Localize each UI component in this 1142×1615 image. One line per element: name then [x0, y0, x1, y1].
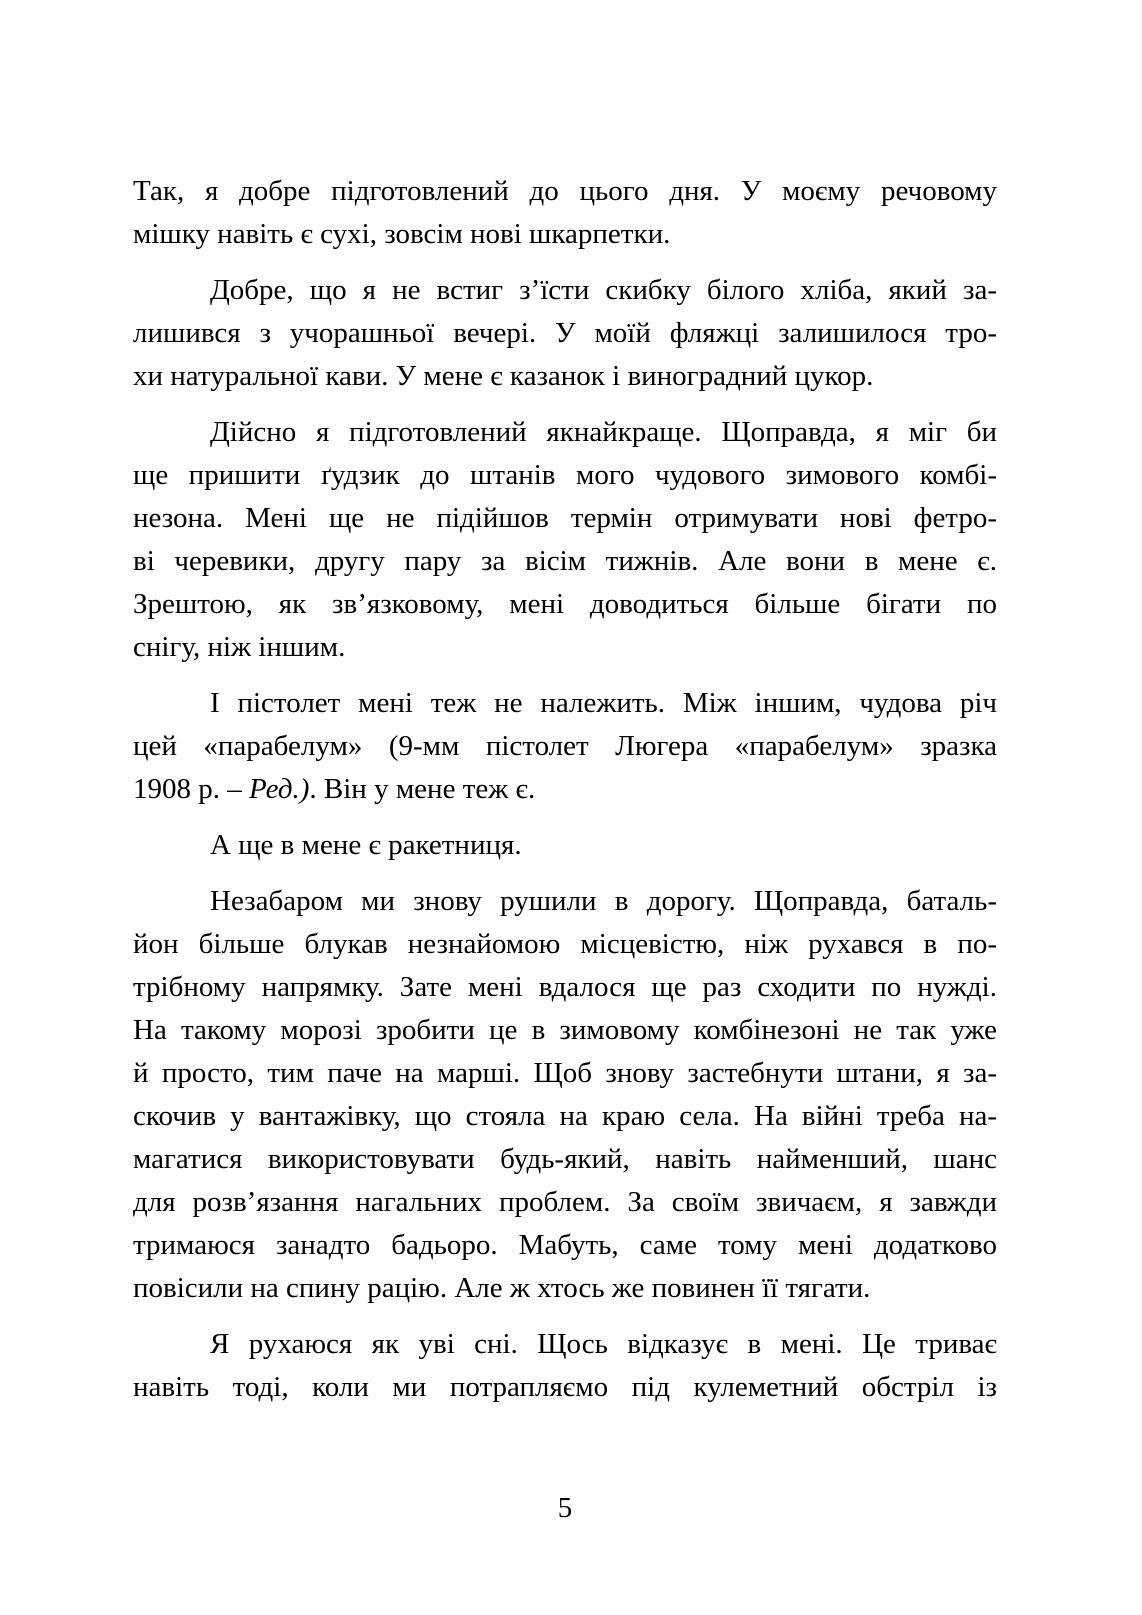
text-line: цей «парабелум» (9-мм пістолет Люгера «парабелум» зразка — [133, 730, 997, 762]
text-line: навіть тоді, коли ми потрапляємо під кулеметний обстріл із — [133, 1371, 997, 1403]
text-line: ві черевики, другу пару за вісім тижнів. Але вони в мене є. — [133, 545, 997, 577]
page-number: 5 — [557, 1492, 573, 1524]
text-line: А ще в мене є ракетниця. — [210, 829, 522, 861]
text-line: трібному напрямку. Зате мені вдалося ще раз сходити по нужді. — [133, 971, 997, 1003]
text-line: лишився з учорашньої вечері. У моїй фляжці залишилося тро- — [133, 317, 997, 349]
text-line: ще пришити ґудзик до штанів мого чудового зимового комбі- — [133, 459, 997, 491]
text-line: магатися використовувати будь-який, навіть найменший, шанс — [133, 1143, 997, 1175]
text-line: для розв’язання нагальних проблем. За своїм звичаєм, я завжди — [133, 1186, 997, 1218]
text-line: повісили на спину рацію. Але ж хтось же повинен її тягати. — [133, 1272, 871, 1304]
text-line: йон більше блукав незнайомою місцевістю, ніж рухався в по- — [133, 928, 997, 960]
paragraph — [133, 269, 997, 398]
paragraph — [133, 824, 997, 867]
text-block — [133, 170, 997, 1409]
text-line: мішку навіть є сухі, зовсім нові шкарпетки. — [133, 218, 671, 250]
text-line: Я рухаюся як уві сні. Щось відказує в мені. Це триває — [210, 1328, 997, 1360]
paragraph — [133, 1323, 997, 1409]
text-line: незона. Мені ще не підійшов термін отримувати нові фетро- — [133, 502, 997, 534]
paragraph — [133, 682, 997, 811]
text-line: снігу, ніж іншим. — [133, 631, 346, 663]
text-segment: . Він у мене теж є. — [309, 773, 536, 805]
paragraph — [133, 880, 997, 1310]
text-line: І пістолет мені теж не належить. Між іншим, чудова річ — [210, 687, 997, 719]
text-line: Зрештою, як зв’язковому, мені доводиться більше бігати по — [133, 588, 997, 620]
text-line — [133, 768, 997, 811]
text-line: Незабаром ми знову рушили в дорогу. Щоправда, баталь- — [210, 885, 997, 917]
text-line: тримаюся занадто бадьоро. Мабуть, саме тому мені додатково — [133, 1229, 997, 1261]
text-line: хи натуральної кави. У мене є казанок і виноградний цукор. — [133, 360, 874, 392]
text-line: скочив у вантажівку, що стояла на краю села. На війні треба на- — [133, 1100, 997, 1132]
paragraph — [133, 411, 997, 669]
text-segment: 1908 р. – — [133, 773, 249, 805]
paragraph — [133, 170, 997, 256]
text-line: й просто, тим паче на марші. Щоб знову застебнути штани, я за- — [133, 1057, 997, 1089]
text-line: Добре, що я не встиг з’їсти скибку білого хліба, який за- — [210, 274, 997, 306]
text-line: На такому морозі зробити це в зимовому комбінезоні не так уже — [133, 1014, 997, 1046]
text-line: Так, я добре підготовлений до цього дня. У моєму речовому — [133, 175, 997, 207]
text-line: Дійсно я підготовлений якнайкраще. Щоправда, я міг би — [210, 416, 997, 448]
italic-text-segment: Ред.) — [249, 773, 310, 805]
